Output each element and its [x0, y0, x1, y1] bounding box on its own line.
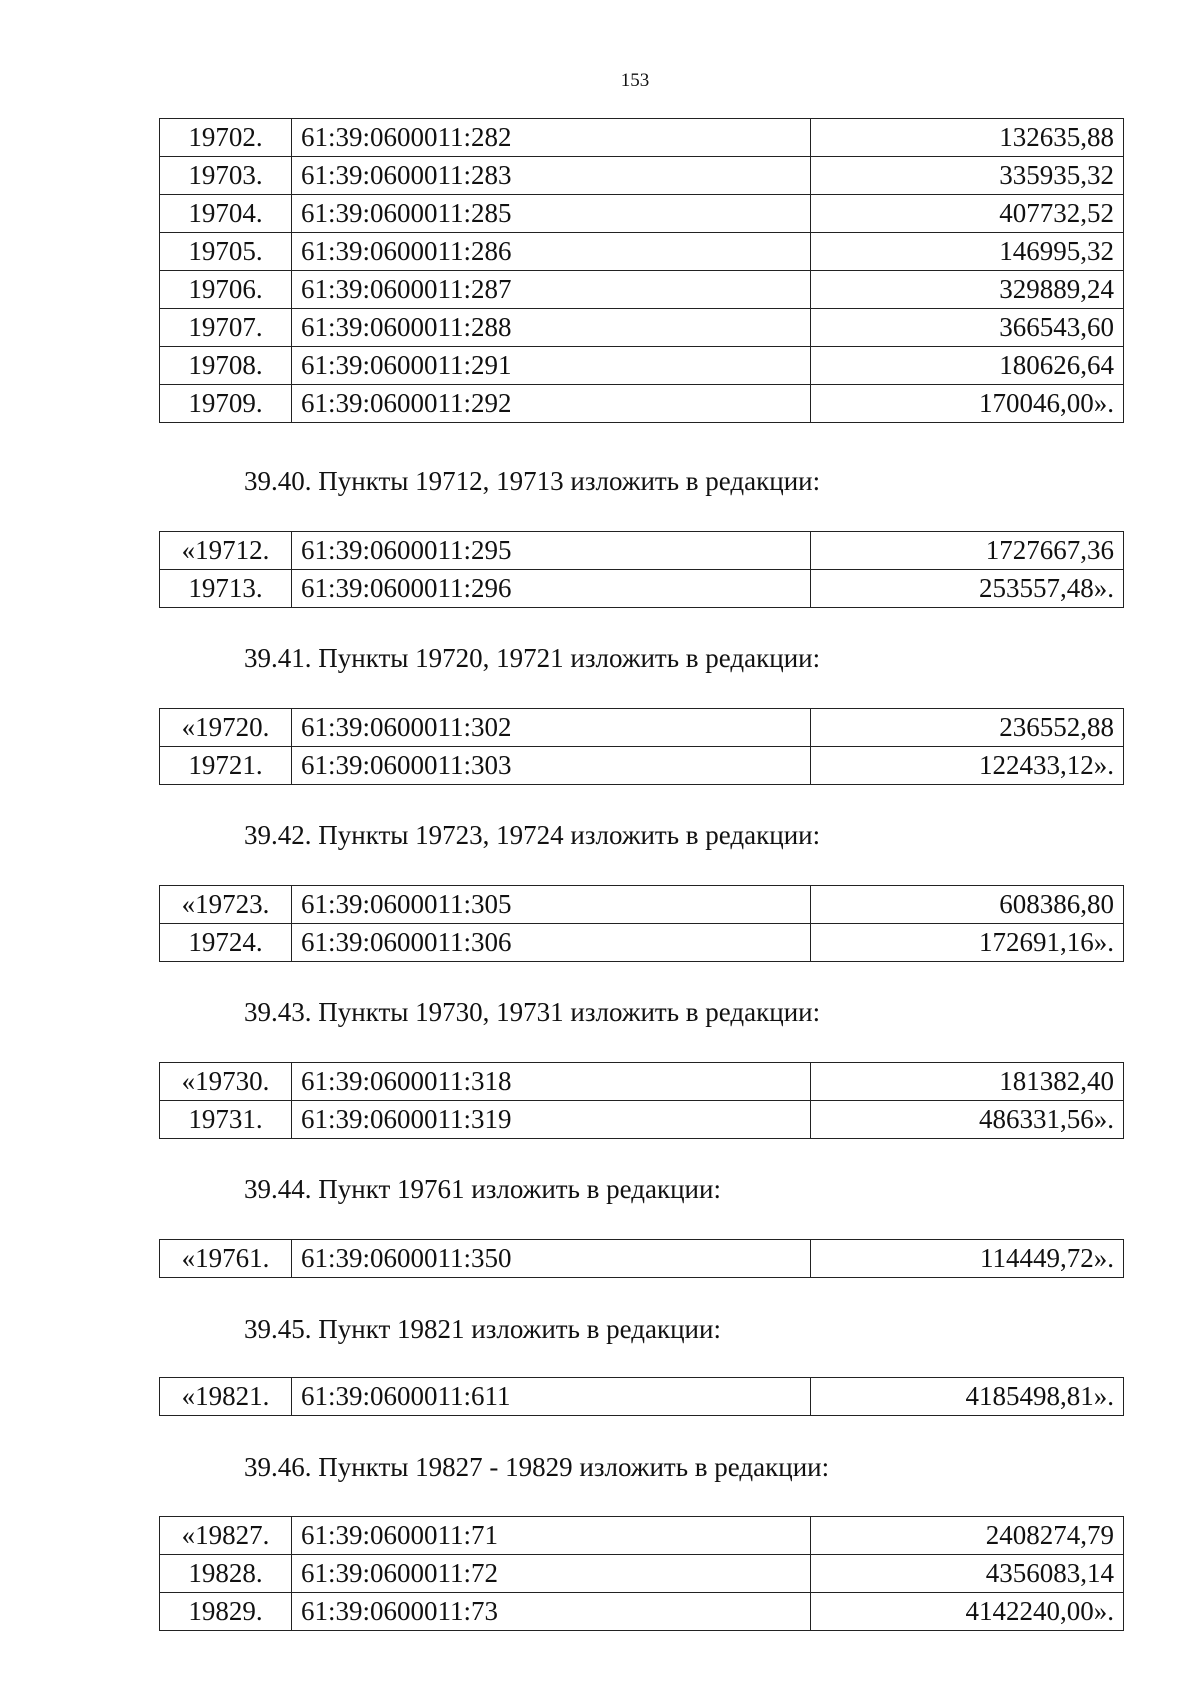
table-row: [160, 195, 1124, 233]
table-row: [160, 747, 1124, 785]
value-cell: 180626,64: [811, 347, 1124, 385]
amendment-paragraph: 39.44. Пункт 19761 изложить в редакции:: [244, 1174, 721, 1204]
row-number-cell: 19724.: [160, 924, 292, 962]
amendment-table: [159, 1062, 1124, 1139]
value-cell: 132635,88: [811, 119, 1124, 157]
cadastral-number-cell: 61:39:0600011:319: [292, 1101, 811, 1139]
table-row: [160, 924, 1124, 962]
amendment-table: [159, 885, 1124, 962]
table-row: [160, 532, 1124, 570]
table-row: [160, 709, 1124, 747]
table-row: [160, 1063, 1124, 1101]
cadastral-number-cell: 61:39:0600011:318: [292, 1063, 811, 1101]
row-number-cell: 19707.: [160, 309, 292, 347]
row-number-cell: «19723.: [160, 886, 292, 924]
cadastral-number-cell: 61:39:0600011:72: [292, 1555, 811, 1593]
table-4: [159, 1062, 1124, 1139]
value-cell: 1727667,36: [811, 532, 1124, 570]
amendment-paragraph: 39.46. Пункты 19827 - 19829 изложить в редакции:: [244, 1452, 830, 1482]
amendment-paragraph: 39.45. Пункт 19821 изложить в редакции:: [244, 1314, 721, 1344]
row-number-cell: 19703.: [160, 157, 292, 195]
table-row: [160, 570, 1124, 608]
value-cell: 4142240,00».: [811, 1593, 1124, 1631]
table-row: [160, 1378, 1124, 1416]
amendment-table: [159, 531, 1124, 608]
table-row: [160, 385, 1124, 423]
table-row: [160, 233, 1124, 271]
row-number-cell: 19704.: [160, 195, 292, 233]
table-row: [160, 119, 1124, 157]
row-number-cell: 19721.: [160, 747, 292, 785]
row-number-cell: 19731.: [160, 1101, 292, 1139]
cadastral-number-cell: 61:39:0600011:73: [292, 1593, 811, 1631]
value-cell: 407732,52: [811, 195, 1124, 233]
cadastral-number-cell: 61:39:0600011:306: [292, 924, 811, 962]
table-row: [160, 157, 1124, 195]
cadastral-number-cell: 61:39:0600011:350: [292, 1240, 811, 1278]
table-0: [159, 118, 1124, 423]
table-6: [159, 1377, 1124, 1416]
row-number-cell: 19708.: [160, 347, 292, 385]
amendment-table: [159, 1239, 1124, 1278]
value-cell: 486331,56».: [811, 1101, 1124, 1139]
row-number-cell: 19705.: [160, 233, 292, 271]
row-number-cell: «19712.: [160, 532, 292, 570]
table-5: [159, 1239, 1124, 1278]
amendment-table: [159, 1377, 1124, 1416]
table-row: [160, 271, 1124, 309]
value-cell: 366543,60: [811, 309, 1124, 347]
cadastral-number-cell: 61:39:0600011:611: [292, 1378, 811, 1416]
amendment-table: [159, 1516, 1124, 1631]
amendment-paragraph: 39.43. Пункты 19730, 19731 изложить в редакции:: [244, 997, 821, 1027]
value-cell: 329889,24: [811, 271, 1124, 309]
page-number: 153: [620, 70, 650, 91]
value-cell: 170046,00».: [811, 385, 1124, 423]
cadastral-number-cell: 61:39:0600011:292: [292, 385, 811, 423]
cadastral-number-cell: 61:39:0600011:288: [292, 309, 811, 347]
value-cell: 181382,40: [811, 1063, 1124, 1101]
cadastral-number-cell: 61:39:0600011:283: [292, 157, 811, 195]
amendment-paragraph: 39.40. Пункты 19712, 19713 изложить в редакции:: [244, 466, 821, 496]
row-number-cell: 19713.: [160, 570, 292, 608]
cadastral-number-cell: 61:39:0600011:291: [292, 347, 811, 385]
amendment-paragraph: 39.41. Пункты 19720, 19721 изложить в редакции:: [244, 643, 821, 673]
row-number-cell: «19761.: [160, 1240, 292, 1278]
amendment-paragraph: 39.42. Пункты 19723, 19724 изложить в редакции:: [244, 820, 821, 850]
cadastral-number-cell: 61:39:0600011:302: [292, 709, 811, 747]
amendment-table: [159, 708, 1124, 785]
row-number-cell: 19829.: [160, 1593, 292, 1631]
table-row: [160, 886, 1124, 924]
table-row: [160, 1593, 1124, 1631]
cadastral-number-cell: 61:39:0600011:303: [292, 747, 811, 785]
table-row: [160, 309, 1124, 347]
table-7: [159, 1516, 1124, 1631]
cadastral-number-cell: 61:39:0600011:296: [292, 570, 811, 608]
row-number-cell: 19706.: [160, 271, 292, 309]
cadastral-number-cell: 61:39:0600011:285: [292, 195, 811, 233]
table-row: [160, 1240, 1124, 1278]
cadastral-number-cell: 61:39:0600011:305: [292, 886, 811, 924]
value-cell: 146995,32: [811, 233, 1124, 271]
row-number-cell: 19828.: [160, 1555, 292, 1593]
value-cell: 114449,72».: [811, 1240, 1124, 1278]
row-number-cell: «19720.: [160, 709, 292, 747]
row-number-cell: «19827.: [160, 1517, 292, 1555]
row-number-cell: «19821.: [160, 1378, 292, 1416]
value-cell: 335935,32: [811, 157, 1124, 195]
row-number-cell: «19730.: [160, 1063, 292, 1101]
table-row: [160, 347, 1124, 385]
table-2: [159, 708, 1124, 785]
value-cell: 122433,12».: [811, 747, 1124, 785]
row-number-cell: 19709.: [160, 385, 292, 423]
table-row: [160, 1555, 1124, 1593]
value-cell: 4185498,81».: [811, 1378, 1124, 1416]
cadastral-number-cell: 61:39:0600011:71: [292, 1517, 811, 1555]
table-3: [159, 885, 1124, 962]
table-1: [159, 531, 1124, 608]
table-row: [160, 1517, 1124, 1555]
value-cell: 253557,48».: [811, 570, 1124, 608]
value-cell: 4356083,14: [811, 1555, 1124, 1593]
table-row: [160, 1101, 1124, 1139]
value-cell: 2408274,79: [811, 1517, 1124, 1555]
row-number-cell: 19702.: [160, 119, 292, 157]
cadastral-number-cell: 61:39:0600011:286: [292, 233, 811, 271]
cadastral-number-cell: 61:39:0600011:282: [292, 119, 811, 157]
cadastral-number-cell: 61:39:0600011:295: [292, 532, 811, 570]
value-cell: 608386,80: [811, 886, 1124, 924]
cadastral-number-cell: 61:39:0600011:287: [292, 271, 811, 309]
value-cell: 172691,16».: [811, 924, 1124, 962]
value-cell: 236552,88: [811, 709, 1124, 747]
amendment-table: [159, 118, 1124, 423]
